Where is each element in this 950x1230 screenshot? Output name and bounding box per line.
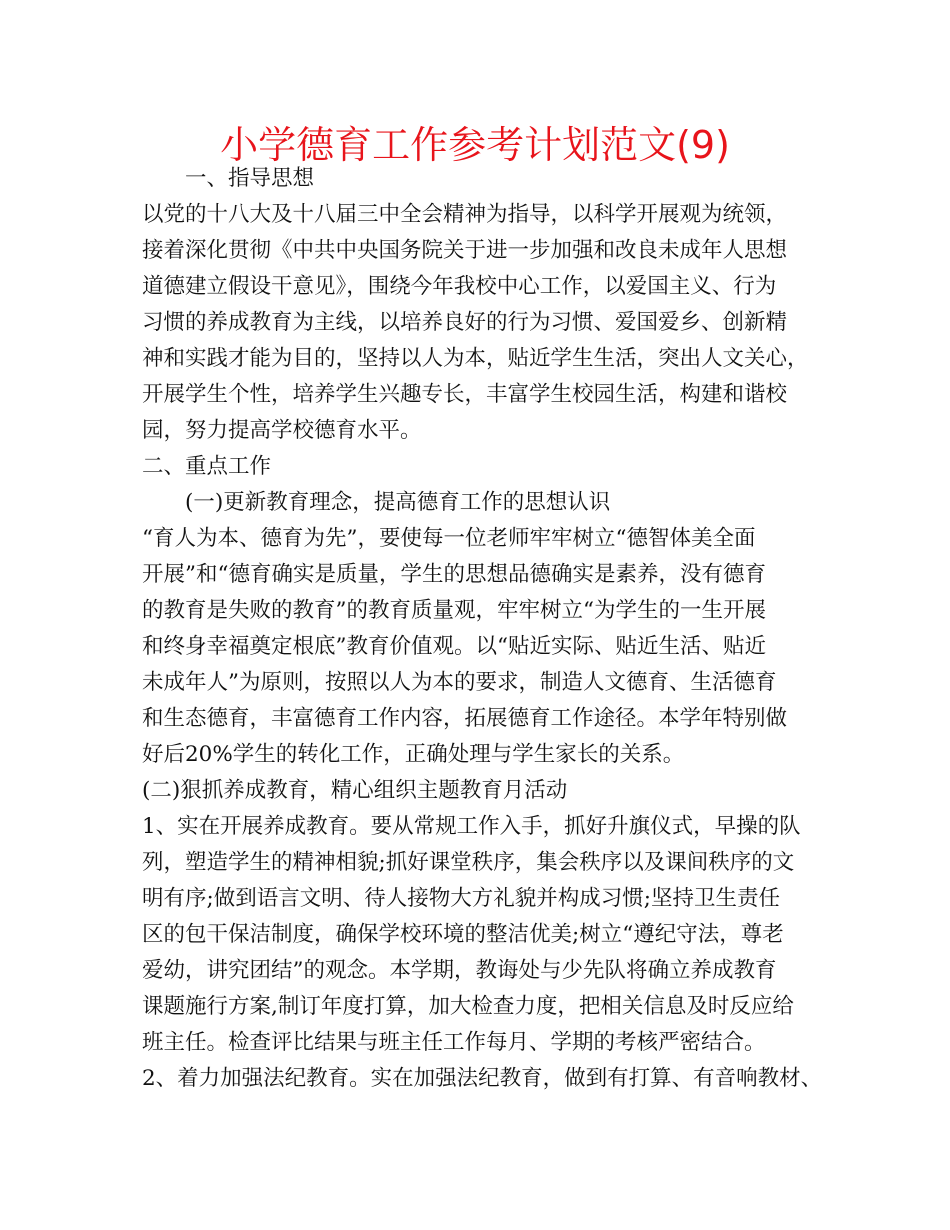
body-line: 和生态德育，丰富德育工作内容，拓展德育工作途径。本学年特别做 (142, 706, 788, 731)
body-line: 1、实在开展养成教育。要从常规工作入手，抓好升旗仪式，早操的队 (142, 814, 801, 839)
body-line: 好后20%学生的转化工作，正确处理与学生家长的关系。 (142, 742, 685, 767)
body-line: 区的包干保洁制度，确保学校环境的整洁优美;树立“遵纪守法，尊老 (142, 922, 784, 947)
body-line: 和终身幸福奠定根底”教育价值观。以“贴近实际、贴近生活、贴近 (142, 634, 766, 659)
document-title: 小学德育工作参考计划范文(9) (220, 123, 730, 167)
body-line: “育人为本、德育为先”，要使每一位老师牢牢树立“德智体美全面 (142, 526, 756, 551)
body-line: 以党的十八大及十八届三中全会精神为指导，以科学开展观为统领， (142, 202, 788, 227)
body-line: 接着深化贯彻《中共中央国务院关于进一步加强和改良未成年人思想 (142, 238, 788, 263)
body-line: 未成年人”为原则，按照以人为本的要求，制造人文德育、生活德育 (142, 670, 777, 695)
body-line: 道德建立假设干意见》，围绕今年我校中心工作，以爱国主义、行为 (142, 274, 777, 299)
body-line: 园，努力提高学校德育水平。 (142, 418, 422, 443)
body-line: 神和实践才能为目的，坚持以人为本，贴近学生生活，突出人文关心， (142, 346, 809, 371)
subsection-heading: (二)狠抓养成教育，精心组织主题教育月活动 (142, 778, 568, 803)
body-line: 课题施行方案,制订年度打算，加大检查力度，把相关信息及时反应给 (142, 994, 794, 1019)
section-heading: 一、指导思想 (142, 166, 315, 191)
body-line: 的教育是失败的教育”的教育质量观，牢牢树立“为学生的一生开展 (142, 598, 766, 623)
subsection-heading: (一)更新教育理念，提高德育工作的思想认识 (142, 490, 611, 515)
body-line: 开展”和“德育确实是质量，学生的思想品德确实是素养，没有德育 (142, 562, 766, 587)
body-line: 爱幼，讲究团结”的观念。本学期，教诲处与少先队将确立养成教育 (142, 958, 777, 983)
body-line: 列，塑造学生的精神相貌;抓好课堂秩序，集会秩序以及课间秩序的文 (142, 850, 795, 875)
section-heading: 二、重点工作 (142, 454, 272, 479)
body-line: 开展学生个性，培养学生兴趣专长，丰富学生校园生活，构建和谐校 (142, 382, 788, 407)
body-line: 明有序;做到语言文明、待人接物大方礼貌并构成习惯;坚持卫生责任 (142, 886, 780, 911)
body-line: 2、着力加强法纪教育。实在加强法纪教育，做到有打算、有音响教材、 (142, 1066, 823, 1091)
body-line: 习惯的养成教育为主线，以培养良好的行为习惯、爱国爱乡、创新精 (142, 310, 788, 335)
body-line: 班主任。检查评比结果与班主任工作每月、学期的考核严密结合。 (142, 1030, 766, 1055)
